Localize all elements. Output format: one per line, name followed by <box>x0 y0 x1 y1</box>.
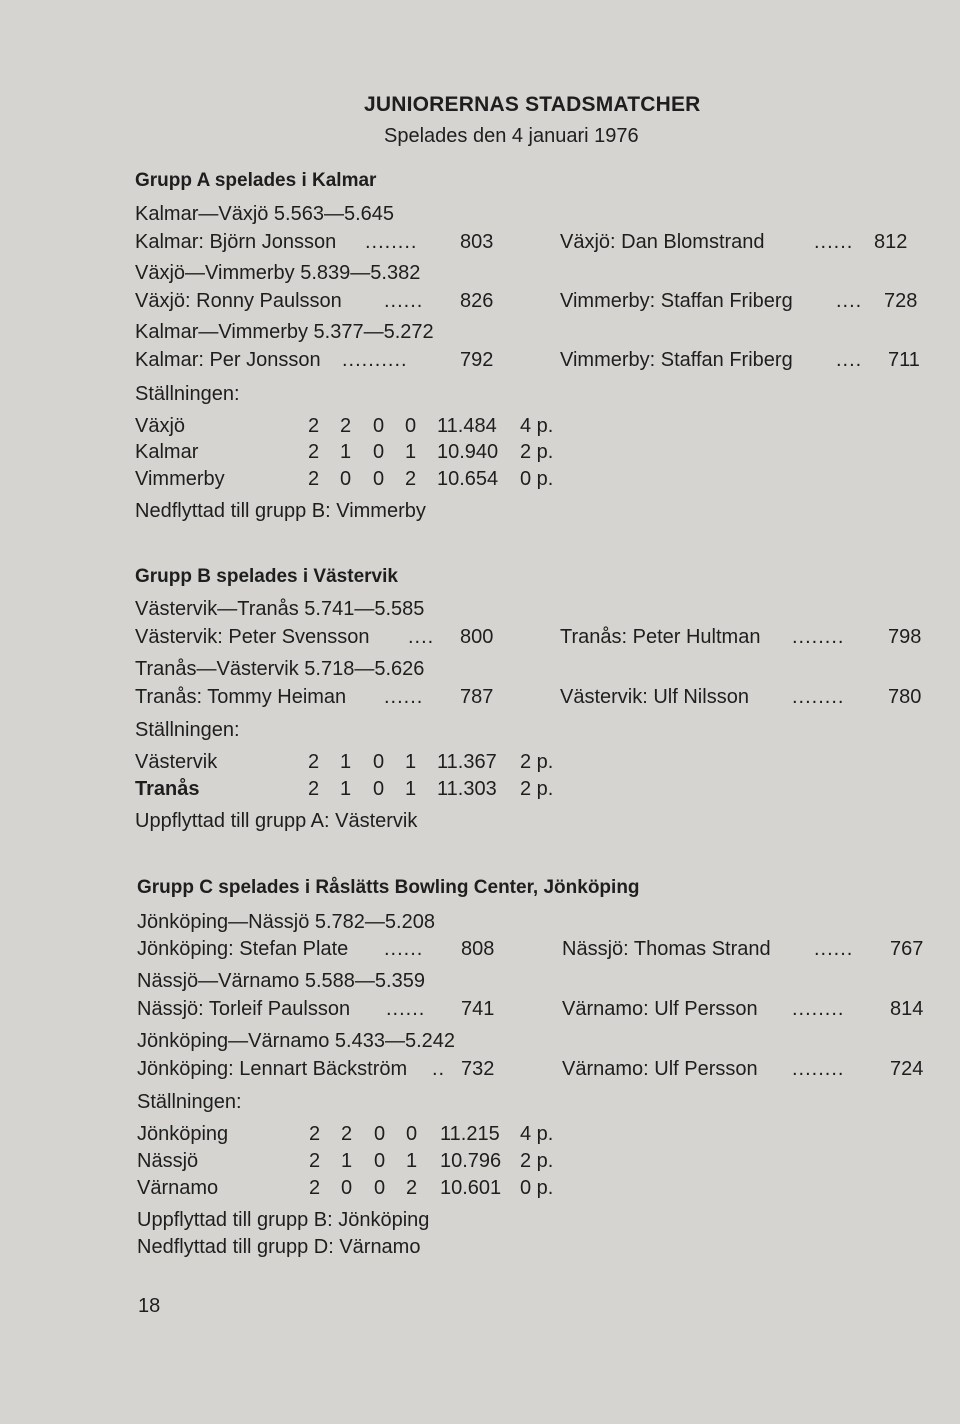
group-b-match-1-right-name: Tranås: Peter Hultman <box>560 626 761 648</box>
group-a-standings-row-3-c3: 0 <box>373 468 385 490</box>
group-a-match-2-left-name: Växjö: Ronny Paulsson <box>135 290 342 312</box>
group-c-match-2-right-score: 814 <box>890 998 924 1020</box>
group-c-match-3-right-dots: ........ <box>792 1058 845 1080</box>
group-a-header: Grupp A spelades i Kalmar <box>135 170 377 191</box>
group-a-standings-row-2-c3: 0 <box>373 441 385 463</box>
group-a-note-relegated: Nedflyttad till grupp B: Vimmerby <box>135 500 426 522</box>
group-a-standings-row-1-team: Växjö <box>135 415 186 437</box>
group-a-match-3-result: Kalmar—Vimmerby 5.377—5.272 <box>135 321 434 343</box>
group-c-standings-row-1-c1: 2 <box>309 1123 321 1145</box>
group-c-note-relegated: Nedflyttad till grupp D: Värnamo <box>137 1236 421 1258</box>
group-b-match-1-left-name: Västervik: Peter Svensson <box>135 626 370 648</box>
group-a-standings-row-3-c4: 2 <box>405 468 417 490</box>
group-c-match-1-left-score: 808 <box>461 938 495 960</box>
group-c-standings-row-3-team: Värnamo <box>137 1177 219 1199</box>
group-b-match-1-result: Västervik—Tranås 5.741—5.585 <box>135 598 425 620</box>
group-c-match-3-left-name: Jönköping: Lennart Bäckström <box>137 1058 408 1080</box>
group-c-standings-row-2-c3: 0 <box>374 1150 386 1172</box>
group-c-match-3-right-name: Värnamo: Ulf Persson <box>562 1058 758 1080</box>
group-c-standings-row-1-points: 4 p. <box>520 1123 554 1145</box>
group-b-match-2-left-score: 787 <box>460 686 494 708</box>
group-c-standings-row-2-c1: 2 <box>309 1150 321 1172</box>
group-a-match-3-left-name: Kalmar: Per Jonsson <box>135 349 321 371</box>
group-a-standings-row-1-c3: 0 <box>373 415 385 437</box>
group-a-match-1-left-score: 803 <box>460 231 494 253</box>
group-b-standings-row-1-c3: 0 <box>373 751 385 773</box>
group-a-match-2-left-dots: ...... <box>384 290 424 312</box>
group-a-standings-row-2-c1: 2 <box>308 441 320 463</box>
group-b-standings-label: Ställningen: <box>135 719 240 741</box>
group-a-standings-row-1-pins: 11.484 <box>437 415 497 437</box>
group-a-standings-row-2-pins: 10.940 <box>437 441 499 463</box>
group-b-match-2-right-name: Västervik: Ulf Nilsson <box>560 686 749 708</box>
group-c-match-1-result: Jönköping—Nässjö 5.782—5.208 <box>137 911 435 933</box>
group-c-standings-row-2-team: Nässjö <box>137 1150 199 1172</box>
group-c-standings-row-2-c2: 1 <box>341 1150 353 1172</box>
group-a-match-2-right-score: 728 <box>884 290 918 312</box>
group-b-match-2-right-dots: ........ <box>792 686 845 708</box>
group-c-match-2-result: Nässjö—Värnamo 5.588—5.359 <box>137 970 425 992</box>
group-c-standings-row-3-points: 0 p. <box>520 1177 554 1199</box>
group-b-match-1-right-dots: ........ <box>792 626 845 648</box>
group-b-standings-row-2-c4: 1 <box>405 778 417 800</box>
group-a-match-1-left-name: Kalmar: Björn Jonsson <box>135 231 337 253</box>
group-c-match-3-left-score: 732 <box>461 1058 495 1080</box>
group-b-match-1-left-score: 800 <box>460 626 494 648</box>
group-b-standings-row-1-pins: 11.367 <box>437 751 497 773</box>
group-b-standings-row-1-c2: 1 <box>340 751 352 773</box>
group-a-match-3-left-score: 792 <box>460 349 494 371</box>
group-c-header: Grupp C spelades i Råslätts Bowling Center, Jönköping <box>137 877 640 898</box>
group-c-standings-row-3-c3: 0 <box>374 1177 386 1199</box>
group-a-standings-row-1-c4: 0 <box>405 415 417 437</box>
group-c-match-2-right-dots: ........ <box>792 998 845 1020</box>
group-c-standings-row-3-c1: 2 <box>309 1177 321 1199</box>
group-c-match-1-right-score: 767 <box>890 938 924 960</box>
group-a-standings-row-3-team: Vimmerby <box>135 468 225 490</box>
group-c-match-2-left-dots: ...... <box>386 998 426 1020</box>
group-b-match-2-result: Tranås—Västervik 5.718—5.626 <box>135 658 425 680</box>
group-c-standings-row-1-c4: 0 <box>406 1123 418 1145</box>
group-a-match-3-left-dots: .......... <box>342 349 408 371</box>
group-a-standings-row-3-points: 0 p. <box>520 468 554 490</box>
group-b-match-1-left-dots: .... <box>408 626 435 648</box>
group-a-standings-row-2-c4: 1 <box>405 441 417 463</box>
group-c-match-1-left-dots: ...... <box>384 938 424 960</box>
group-c-standings-row-3-pins: 10.601 <box>440 1177 502 1199</box>
group-a-match-2-right-name: Vimmerby: Staffan Friberg <box>560 290 793 312</box>
group-c-match-2-left-score: 741 <box>461 998 495 1020</box>
group-c-standings-row-2-c4: 1 <box>406 1150 418 1172</box>
group-a-standings-row-3-c1: 2 <box>308 468 320 490</box>
group-b-standings-row-2-c2: 1 <box>340 778 352 800</box>
group-a-match-3-right-dots: .... <box>836 349 863 371</box>
group-b-standings-row-2-c1: 2 <box>308 778 320 800</box>
group-c-match-1-left-name: Jönköping: Stefan Plate <box>137 938 349 960</box>
group-b-note-promoted: Uppflyttad till grupp A: Västervik <box>135 810 418 832</box>
group-b-standings-row-2-c3: 0 <box>373 778 385 800</box>
group-a-standings-row-3-c2: 0 <box>340 468 352 490</box>
group-a-standings-row-2-points: 2 p. <box>520 441 554 463</box>
group-b-match-2-left-dots: ...... <box>384 686 424 708</box>
group-b-match-2-right-score: 780 <box>888 686 922 708</box>
group-c-match-3-result: Jönköping—Värnamo 5.433—5.242 <box>137 1030 455 1052</box>
group-c-standings-row-1-c2: 2 <box>341 1123 353 1145</box>
group-c-match-2-left-name: Nässjö: Torleif Paulsson <box>137 998 351 1020</box>
group-a-match-1-left-dots: ........ <box>365 231 418 253</box>
group-b-standings-row-1-points: 2 p. <box>520 751 554 773</box>
group-a-standings-row-1-points: 4 p. <box>520 415 554 437</box>
group-a-match-3-right-name: Vimmerby: Staffan Friberg <box>560 349 793 371</box>
group-b-standings-row-1-c1: 2 <box>308 751 320 773</box>
group-b-standings-row-2-pins: 11.303 <box>437 778 497 800</box>
group-a-standings-row-2-team: Kalmar <box>135 441 199 463</box>
group-c-match-1-right-dots: ...... <box>814 938 854 960</box>
group-a-standings-row-2-c2: 1 <box>340 441 352 463</box>
group-a-standings-label: Ställningen: <box>135 383 240 405</box>
group-c-standings-row-3-c4: 2 <box>406 1177 418 1199</box>
group-b-match-1-right-score: 798 <box>888 626 922 648</box>
group-c-standings-label: Ställningen: <box>137 1091 242 1113</box>
page-title: JUNIORERNAS STADSMATCHER <box>364 93 701 116</box>
group-b-standings-row-2-points: 2 p. <box>520 778 554 800</box>
group-a-match-1-result: Kalmar—Växjö 5.563—5.645 <box>135 203 395 225</box>
group-c-note-promoted: Uppflyttad till grupp B: Jönköping <box>137 1209 430 1231</box>
group-a-standings-row-1-c2: 2 <box>340 415 352 437</box>
page-number: 18 <box>138 1295 161 1317</box>
group-c-standings-row-1-c3: 0 <box>374 1123 386 1145</box>
group-c-standings-row-2-pins: 10.796 <box>440 1150 502 1172</box>
group-b-header: Grupp B spelades i Västervik <box>135 566 398 587</box>
group-a-match-1-right-dots: ...... <box>814 231 854 253</box>
group-a-match-1-right-score: 812 <box>874 231 908 253</box>
group-a-standings-row-3-pins: 10.654 <box>437 468 499 490</box>
group-c-match-3-left-dots: .. <box>432 1058 446 1080</box>
group-b-standings-row-1-team: Västervik <box>135 751 218 773</box>
group-b-match-2-left-name: Tranås: Tommy Heiman <box>135 686 347 708</box>
group-c-match-2-right-name: Värnamo: Ulf Persson <box>562 998 758 1020</box>
page-subtitle: Spelades den 4 januari 1976 <box>384 125 639 147</box>
group-b-standings-row-1-c4: 1 <box>405 751 417 773</box>
group-c-match-3-right-score: 724 <box>890 1058 924 1080</box>
group-c-standings-row-1-team: Jönköping <box>137 1123 229 1145</box>
group-a-match-2-left-score: 826 <box>460 290 494 312</box>
group-b-standings-row-2-team: Tranås <box>135 778 200 800</box>
group-c-standings-row-2-points: 2 p. <box>520 1150 554 1172</box>
group-c-standings-row-3-c2: 0 <box>341 1177 353 1199</box>
group-a-match-2-right-dots: .... <box>836 290 863 312</box>
group-a-match-3-right-score: 711 <box>888 349 920 371</box>
group-c-match-1-right-name: Nässjö: Thomas Strand <box>562 938 771 960</box>
group-a-match-2-result: Växjö—Vimmerby 5.839—5.382 <box>135 262 421 284</box>
group-a-match-1-right-name: Växjö: Dan Blomstrand <box>560 231 765 253</box>
group-c-standings-row-1-pins: 11.215 <box>440 1123 500 1145</box>
group-a-standings-row-1-c1: 2 <box>308 415 320 437</box>
